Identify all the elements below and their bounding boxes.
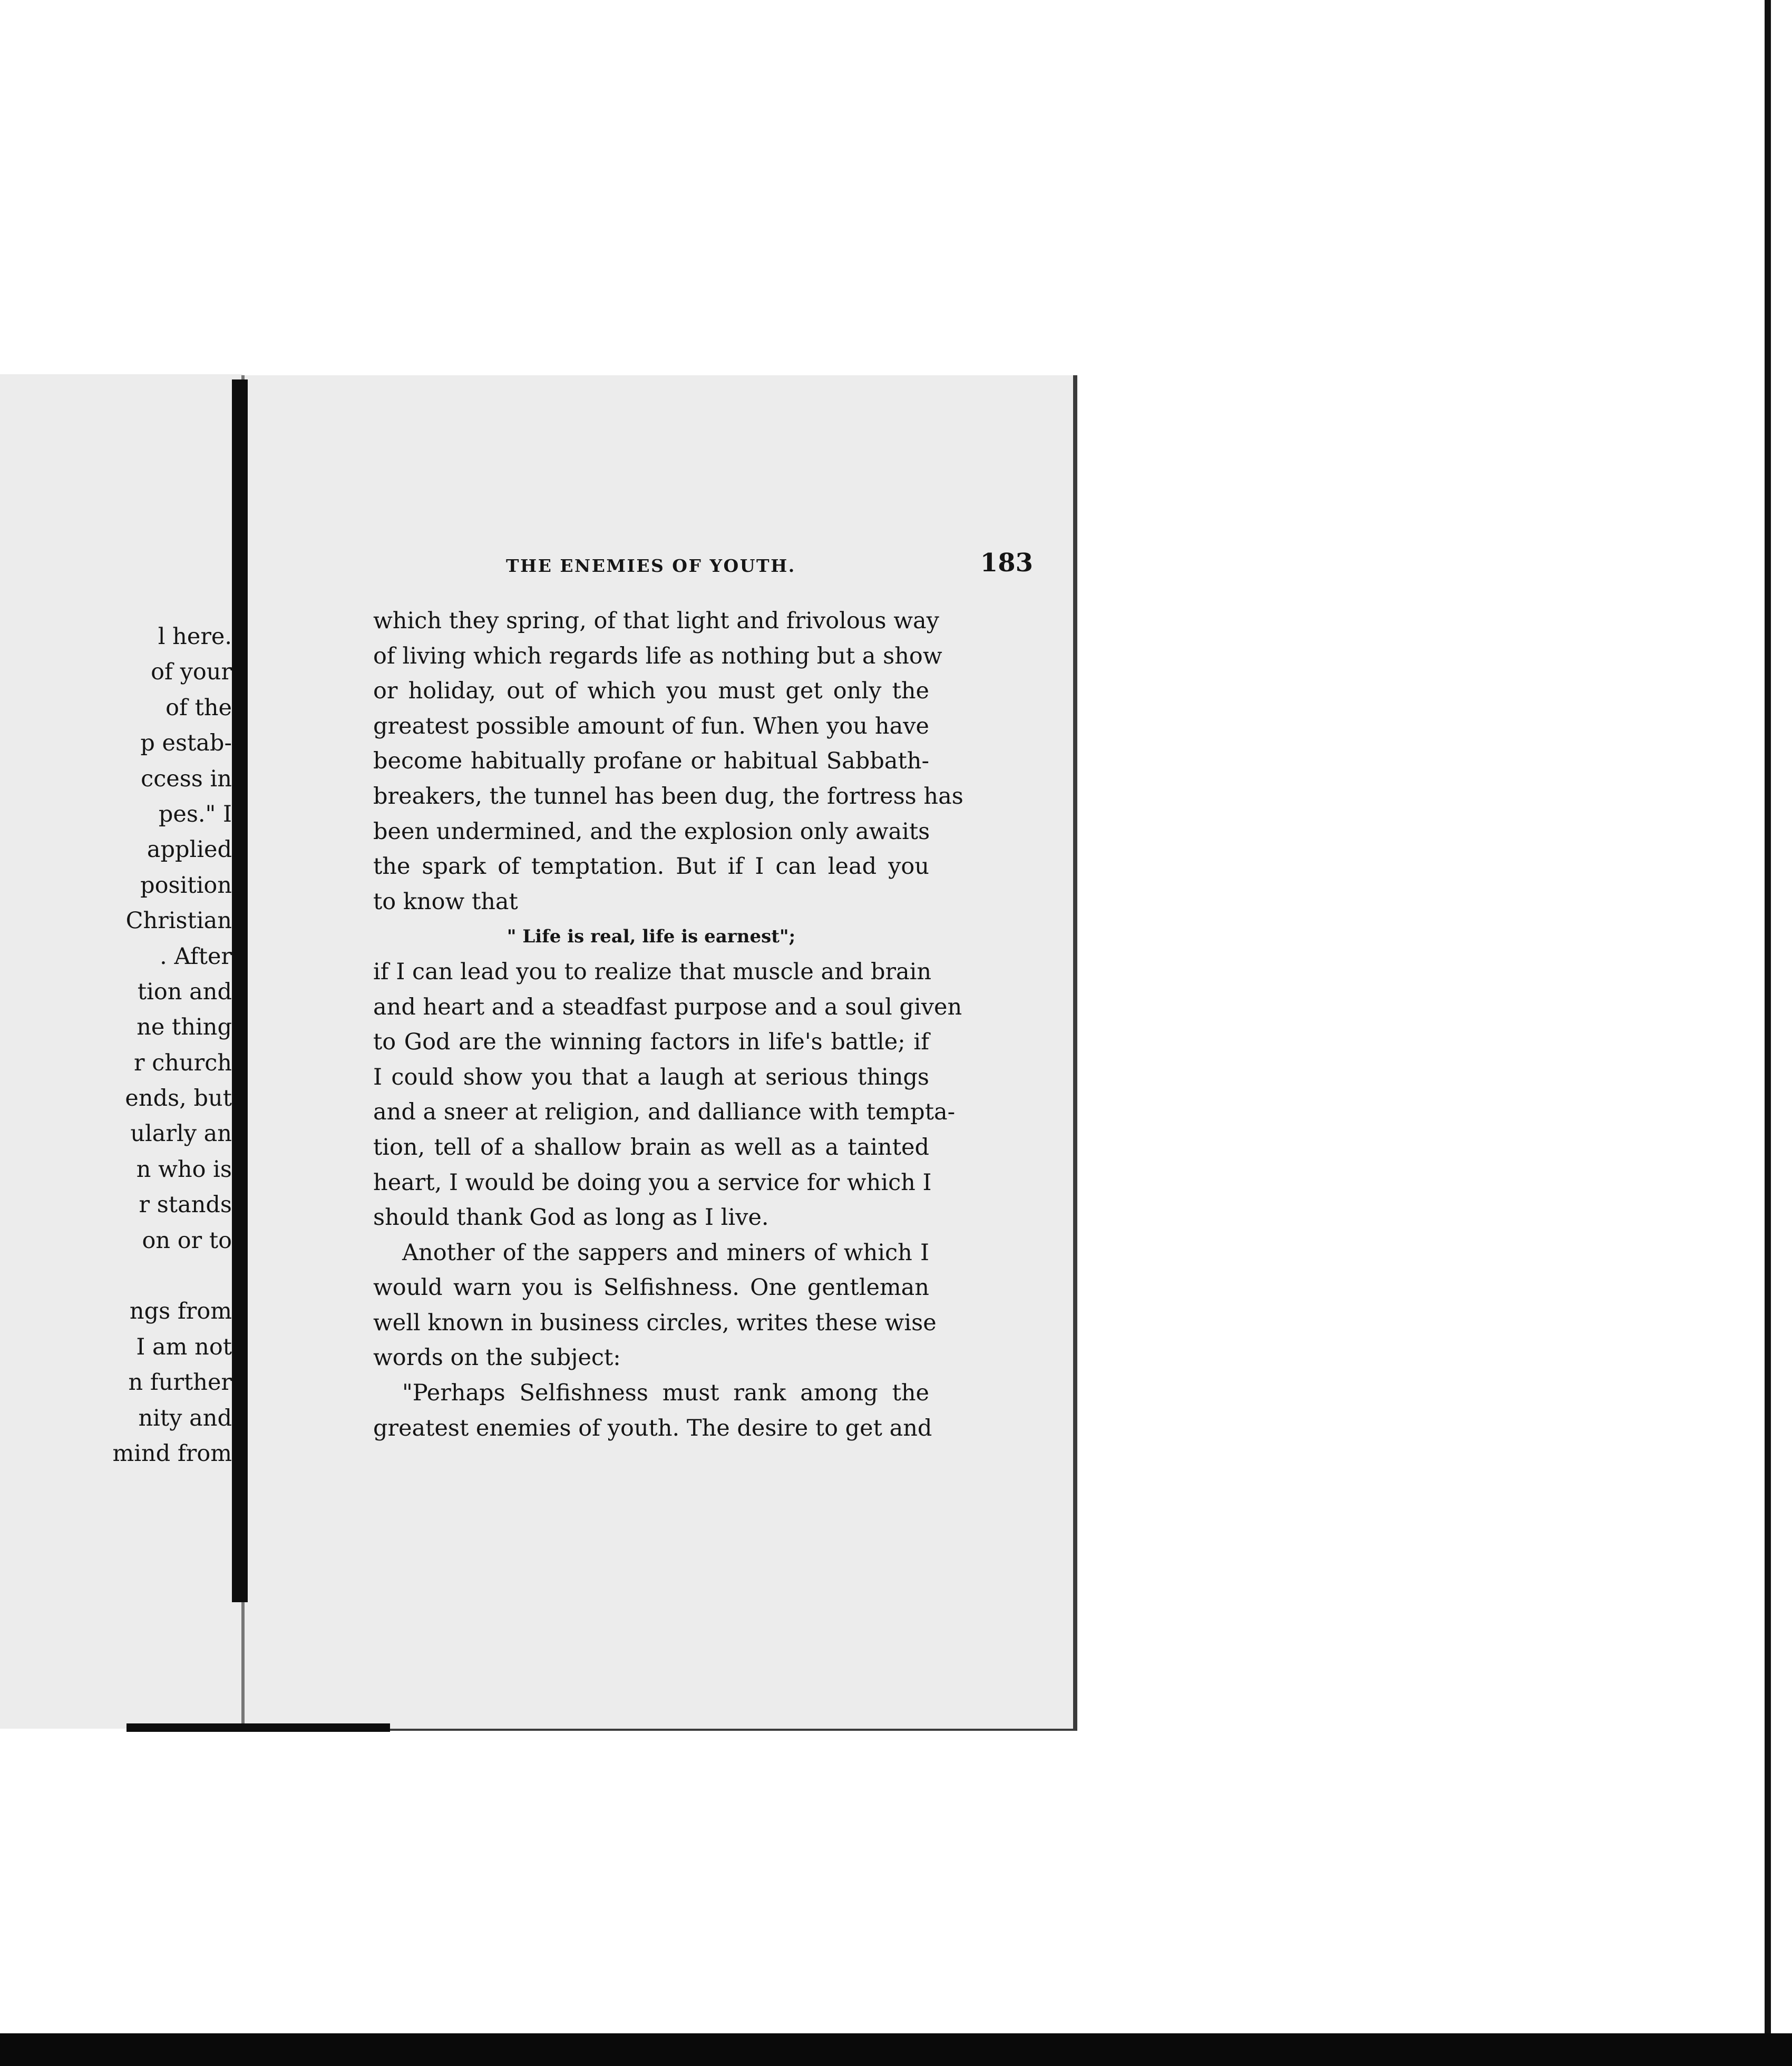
left-line: nity and	[138, 1405, 232, 1431]
left-line: I am not	[136, 1333, 232, 1360]
left-line	[0, 1259, 232, 1294]
book-gutter	[232, 379, 248, 1602]
left-line: r stands	[139, 1192, 232, 1219]
text-line: heart, I would be doing you a service for which I	[373, 1169, 932, 1196]
left-line: . After	[160, 943, 232, 970]
text-line: breakers, the tunnel has been dug, the fortress has	[373, 783, 963, 810]
text-line: and heart and a steadfast purpose and a soul given	[373, 993, 962, 1020]
text-line: been undermined, and the explosion only awaits	[373, 818, 930, 845]
left-line: of the	[165, 694, 232, 721]
text-line: would warn you is Selfishness. One gentleman	[373, 1274, 929, 1301]
block-quote: " Life is real, life is earnest";	[507, 926, 796, 948]
left-line: ularly an	[130, 1120, 232, 1147]
text-line: to know that	[373, 888, 518, 915]
text-line: Another of the sappers and miners of which I	[402, 1239, 929, 1266]
text-line: "Perhaps Selfishness must rank among the	[402, 1380, 929, 1407]
text-line: or holiday, out of which you must get only the	[373, 678, 929, 705]
left-line: l here.	[158, 623, 232, 650]
running-head	[506, 548, 1033, 580]
left-line: Christian	[125, 908, 232, 934]
page-number: 183	[980, 548, 1033, 578]
text-line: to God are the winning factors in life's battle; if	[373, 1029, 929, 1056]
text-line: become habitually profane or habitual Sabbath-	[373, 748, 929, 775]
left-line: r church	[133, 1049, 232, 1076]
scan-right-edge	[1765, 0, 1771, 2040]
left-line: tion and	[137, 978, 232, 1005]
left-line: applied	[147, 836, 232, 863]
text-line: greatest possible amount of fun. When you have	[373, 713, 929, 739]
left-line: mind from	[112, 1440, 232, 1467]
left-line: ngs from	[129, 1298, 232, 1325]
text-line: well known in business circles, writes these wise	[373, 1309, 937, 1336]
left-line: position	[140, 872, 232, 899]
left-line: p estab-	[140, 730, 232, 757]
left-line: ends, but	[125, 1085, 232, 1112]
left-line: on or to	[142, 1227, 232, 1254]
text-line: should thank God as long as I live.	[373, 1204, 769, 1231]
text-line: of living which regards life as nothing but a show	[373, 642, 942, 669]
left-line: n further	[128, 1369, 232, 1396]
text-line: I could show you that a laugh at serious things	[373, 1064, 929, 1090]
left-line: ne thing	[137, 1014, 232, 1041]
text-line: greatest enemies of youth. The desire to get and	[373, 1415, 932, 1441]
left-page	[0, 374, 242, 1729]
gutter-bottom-edge	[126, 1723, 390, 1732]
left-line: pes." I	[158, 801, 232, 827]
text-line: which they spring, of that light and frivolous way	[373, 608, 939, 634]
text-line: the spark of temptation. But if I can lead you	[373, 853, 929, 880]
text-line: and a sneer at religion, and dalliance with tempta-	[373, 1099, 956, 1126]
left-line: ccess in	[141, 765, 232, 792]
left-page-text	[0, 619, 232, 1471]
text-line: words on the subject:	[373, 1344, 621, 1371]
right-page	[241, 375, 1077, 1731]
left-line: n who is	[136, 1156, 232, 1183]
text-line: if I can lead you to realize that muscle and brain	[373, 958, 932, 985]
running-title: THE ENEMIES OF YOUTH.	[506, 556, 796, 576]
text-line: tion, tell of a shallow brain as well as a tainted	[373, 1134, 929, 1161]
scan-bottom-border	[0, 2033, 1792, 2066]
body-text	[373, 603, 963, 1446]
left-line: of your	[151, 659, 232, 686]
